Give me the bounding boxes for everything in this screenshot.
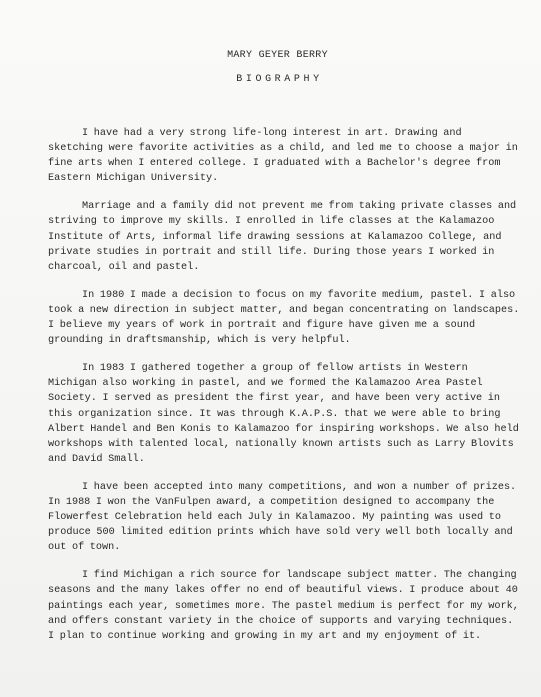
paragraph-4: In 1983 I gathered together a group of fellow artists in Western Michigan also working in pastel, and we formed the Kalamazoo Area Pastel Society. I served as president the first year, and have been very active in this organization since. It was through K.A.P.S. that we were able to bring Albert Handel and Ben Konis to Kalamazoo for inspiring workshops. We also held workshops with talented local, nationally known artists such as Larry Blovits and David Small. bbox=[48, 363, 519, 465]
author-name: MARY GEYER BERRY bbox=[227, 50, 328, 61]
paragraph-6: I find Michigan a rich source for landscape subject matter. The changing seasons and the many lakes offer no end of beautiful views. I produce about 40 paintings each year, sometimes more. The pastel medium is perfect for my work, and offers constant variety in the choice of supports and varying techniques. I plan to continue working and growing in my art and my enjoyment of it. bbox=[48, 570, 519, 642]
document-title: BIOGRAPHY bbox=[236, 74, 323, 85]
paragraph-3: In 1980 I made a decision to focus on my favorite medium, pastel. I also took a new direction in subject matter, and began concentrating on landscapes. I believe my years of work in portrait and figure have given me a sound grounding in draftsmanship, which is very helpful. bbox=[48, 289, 520, 347]
paragraph-1: I have had a very strong life-long interest in art. Drawing and sketching were favorite activities as a child, and led me to choose a major in fine arts when I entered college. I graduated with a Bachelor's degree from Eastern Michigan University. bbox=[48, 128, 518, 185]
biography-body bbox=[48, 126, 520, 657]
paragraph-5: I have been accepted into many competitions, and won a number of prizes. In 1988 I won the VanFulpen award, a competition designed to accompany the Flowerfest Celebration held each July in Kalamazoo. My painting was used to produce 500 limited edition prints which have sold very well both locally and out of town. bbox=[48, 481, 517, 554]
paragraph-2: Marriage and a family did not prevent me from taking private classes and striving to improve my skills. I enrolled in life classes at the Kalamazoo Institute of Arts, informal life drawing sessions at Kalamazoo College, and private studies in portrait and still life. During those years I worked in charcoal, oil and pastel. bbox=[48, 201, 517, 273]
